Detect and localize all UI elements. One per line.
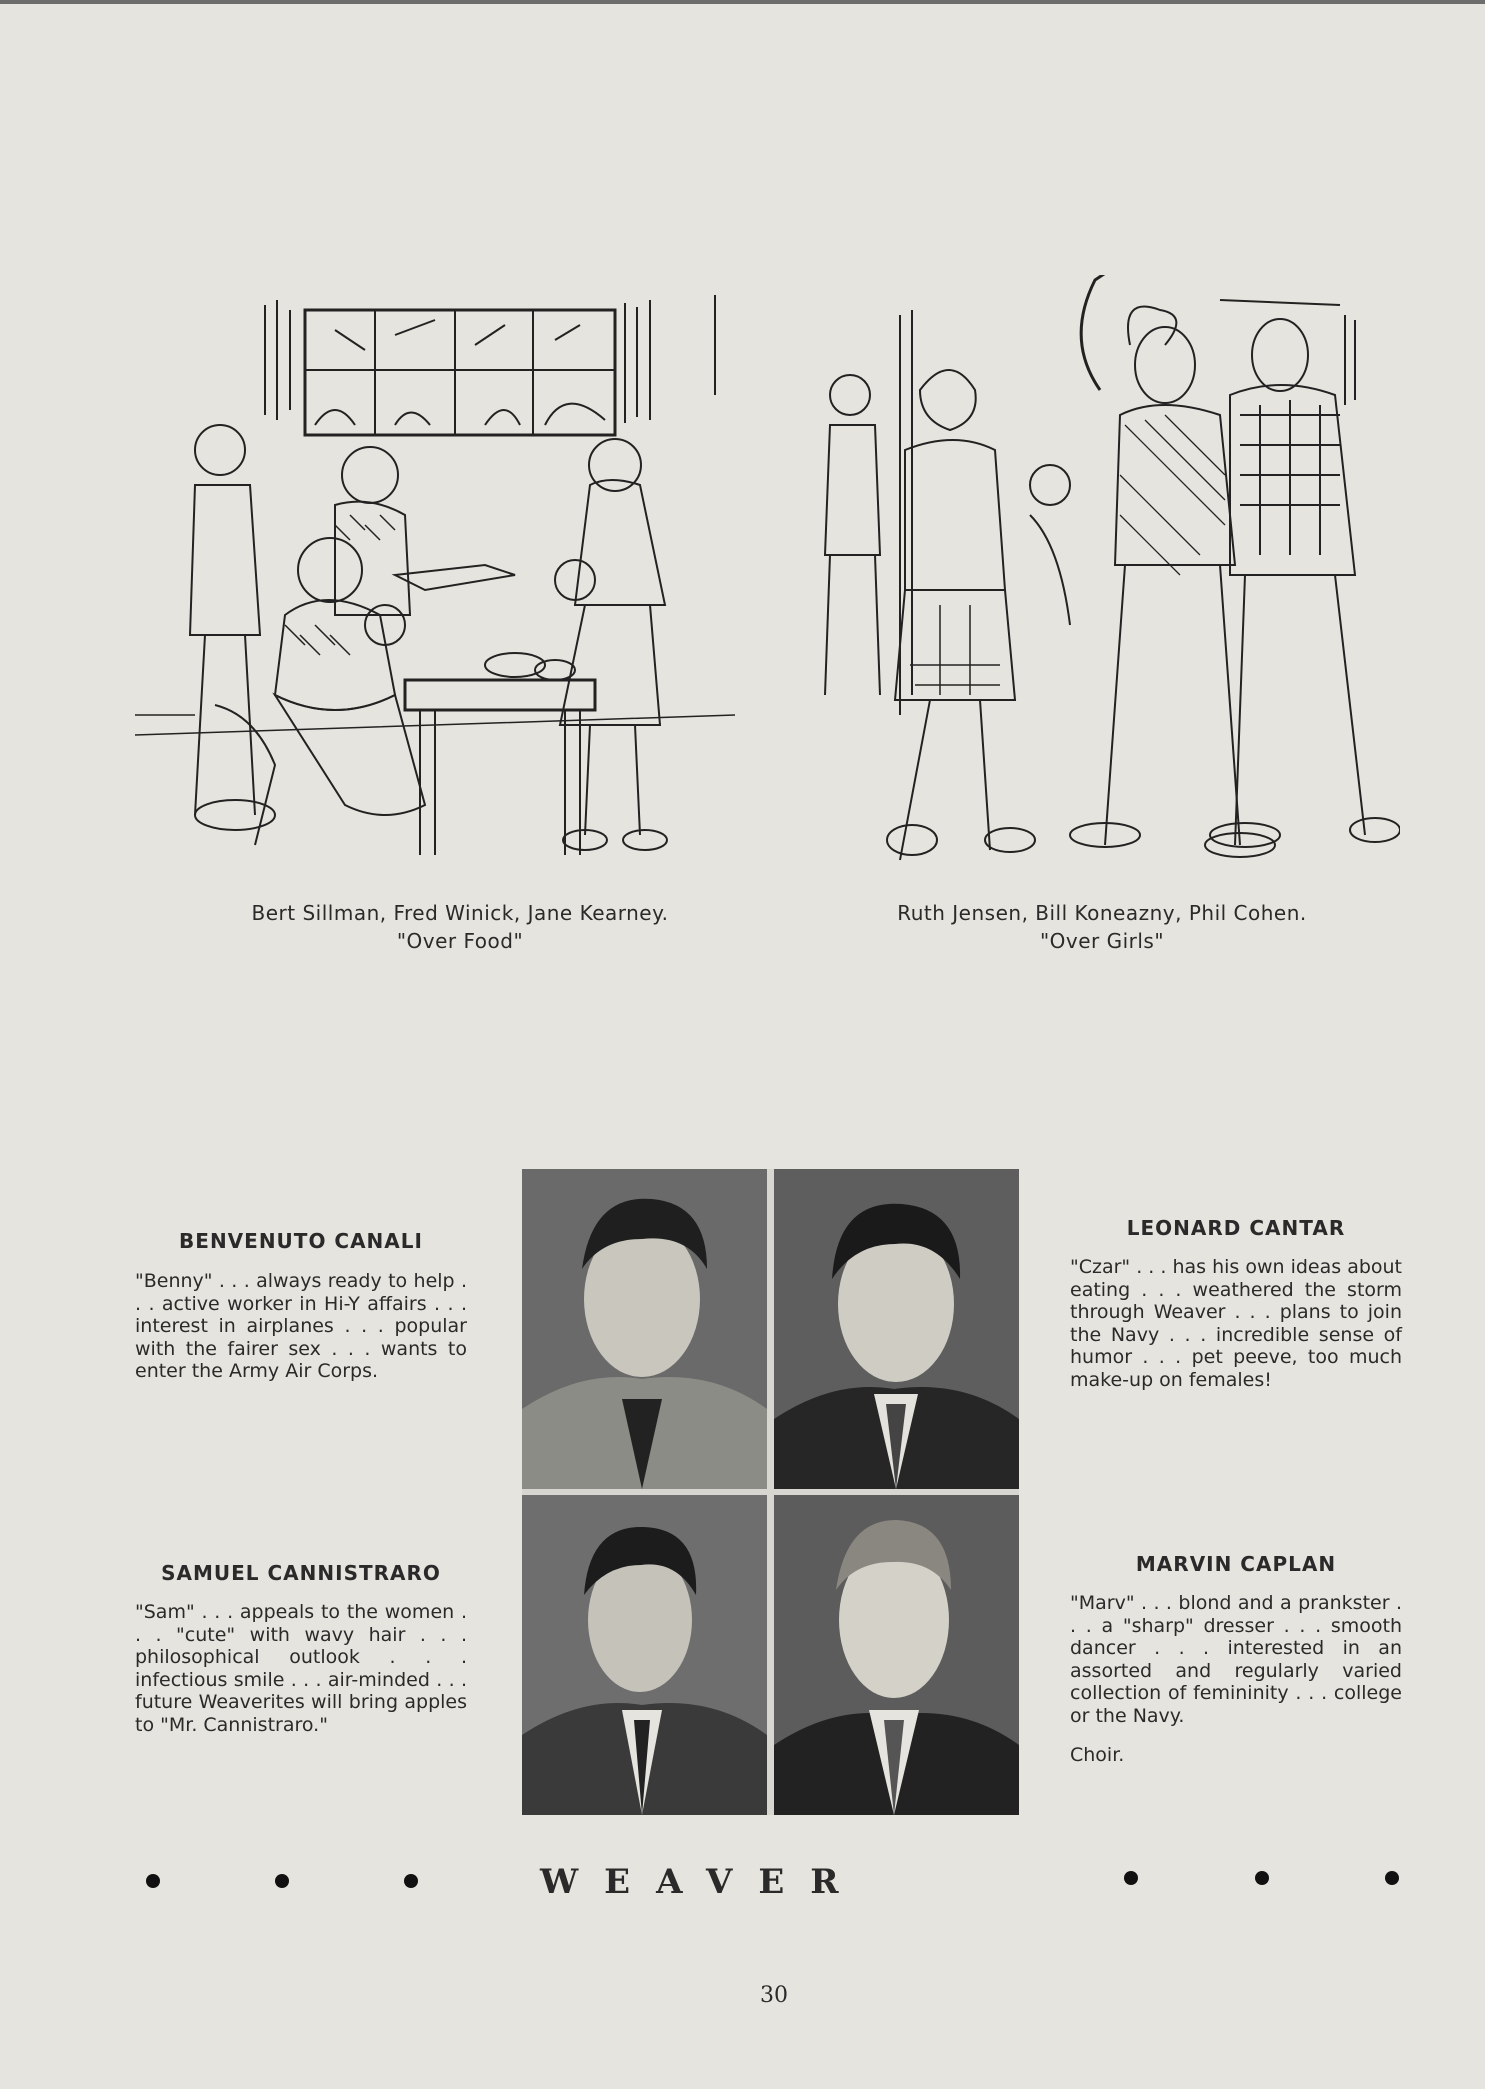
- portrait-photo: [774, 1495, 1019, 1815]
- footer-bullet: [1385, 1871, 1399, 1885]
- senior-name: BENVENUTO CANALI: [179, 1229, 423, 1253]
- footer-bullet: [1124, 1871, 1138, 1885]
- senior-bio: "Czar" . . . has his own ideas about eating . . . weathered the storm through Weaver . . . plans to join the Navy . . . incredible sense of humor . . . pet peeve, too much make-up on females!: [1070, 1256, 1403, 1391]
- footer-bullet: [146, 1874, 160, 1888]
- senior-bio: "Sam" . . . appeals to the women . . . "cute" with wavy hair . . . philosophical outlook . . . infectious smile . . . air-minded . . . future Weaverites will bring apples to "Mr. Cannistraro.": [135, 1601, 467, 1736]
- cartoon-over-girls: [800, 275, 1400, 865]
- senior-bio: "Benny" . . . always ready to help . . . active worker in Hi-Y affairs . . . interest in airplanes . . . popular with the fairer sex . . . wants to enter the Army Air Corps.: [135, 1270, 467, 1382]
- portrait-photo: [522, 1495, 767, 1815]
- footer-bullet: [1255, 1871, 1269, 1885]
- cartoon-over-girls-caption: [802, 899, 1402, 955]
- caption-names: Bert Sillman, Fred Winick, Jane Kearney.: [251, 901, 669, 925]
- page-number: 30: [760, 1983, 788, 2008]
- footer-title: WEAVER: [540, 1862, 865, 1902]
- portrait-photo: [522, 1169, 767, 1489]
- senior-activity: Choir.: [1070, 1744, 1125, 1766]
- portrait-grid: [522, 1169, 1019, 1815]
- senior-name: LEONARD CANTAR: [1126, 1216, 1346, 1240]
- senior-name: MARVIN CAPLAN: [1135, 1552, 1337, 1576]
- caption-names: Ruth Jensen, Bill Koneazny, Phil Cohen.: [897, 901, 1307, 925]
- senior-bio: "Marv" . . . blond and a prankster . . . a "sharp" dresser . . . smooth dancer . . . interested in an assorted and regularly varied collection of femininity . . . college or the Navy.: [1070, 1592, 1402, 1727]
- senior-name: SAMUEL CANNISTRARO: [161, 1561, 441, 1585]
- footer-bullet: [404, 1874, 418, 1888]
- caption-title: "Over Food": [396, 929, 524, 953]
- page-top-rule: [0, 0, 1485, 4]
- caption-title: "Over Girls": [1039, 929, 1165, 953]
- cartoon-over-food-caption: [160, 899, 760, 955]
- portrait-photo: [774, 1169, 1019, 1489]
- footer-bullet: [275, 1874, 289, 1888]
- cartoon-over-food: [135, 285, 745, 860]
